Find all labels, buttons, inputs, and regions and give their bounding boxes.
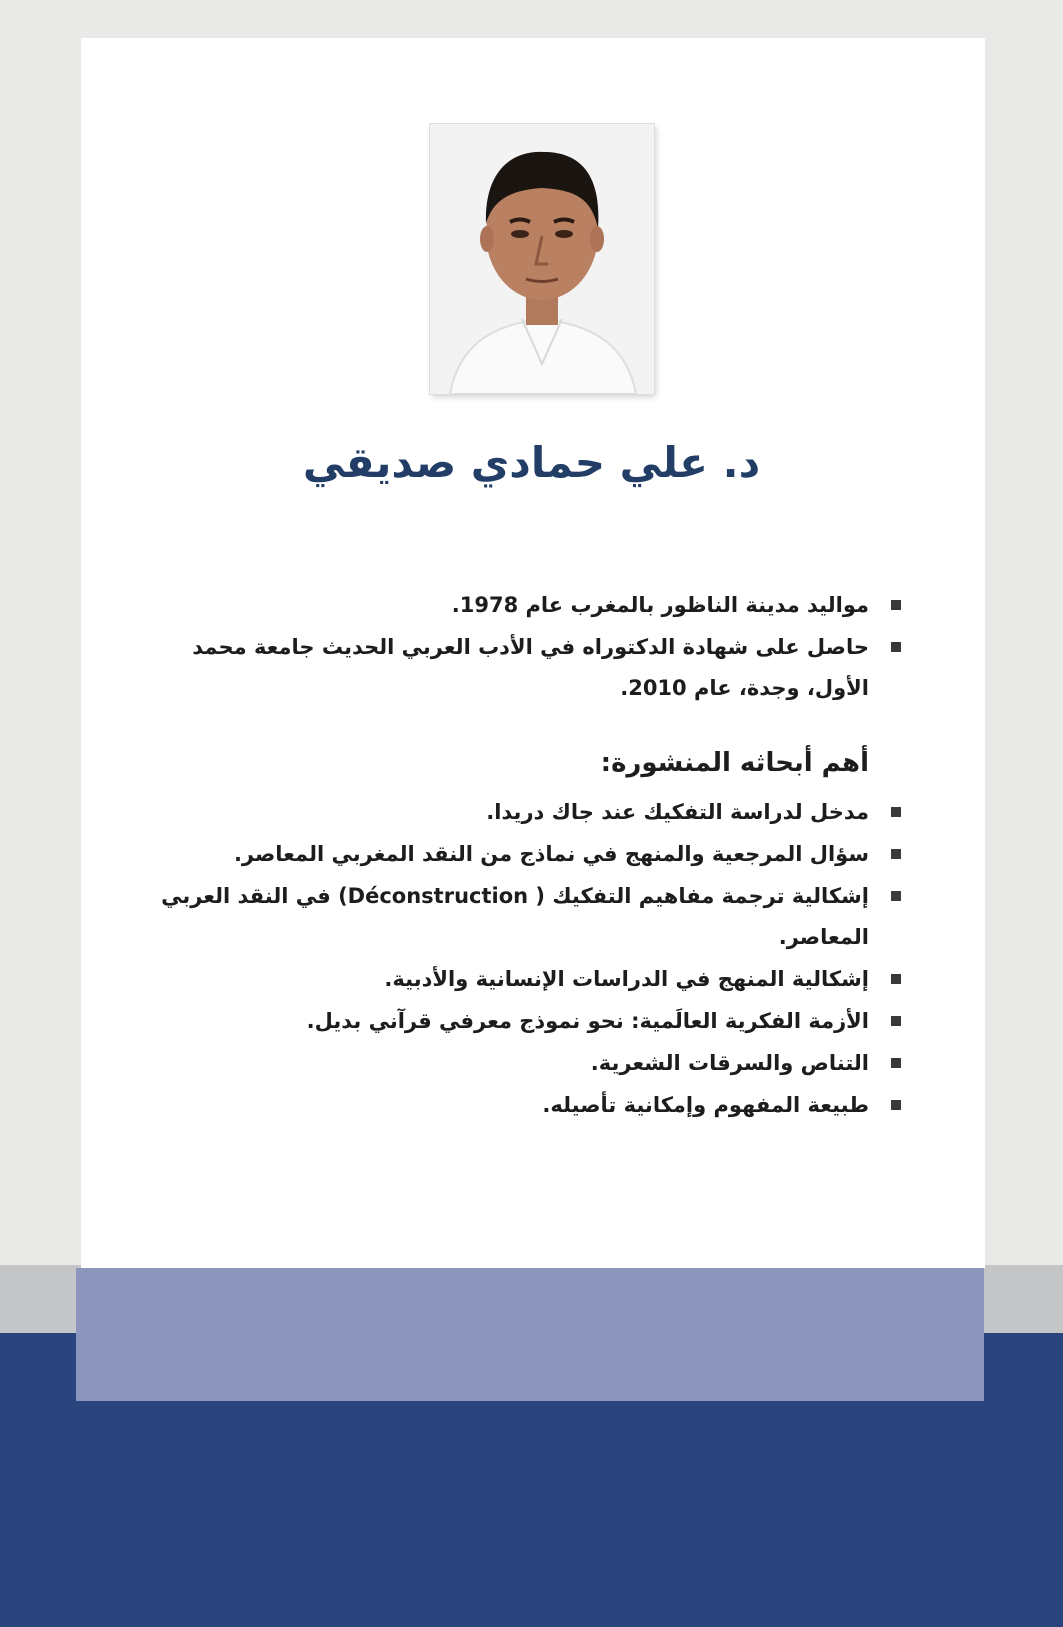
- author-name: د. علي حمادي صديقي: [302, 438, 761, 487]
- publications-heading: أهم أبحاثه المنشورة:: [600, 748, 869, 778]
- list-item: سؤال المرجعية والمنهج في نماذج من النقد المغربي المعاصر.: [150, 834, 901, 875]
- list-item: إشكالية ترجمة مفاهيم التفكيك ( Déconstruction) في النقد العربي المعاصر.: [150, 876, 901, 958]
- list-item: مدخل لدراسة التفكيك عند جاك دريدا.: [150, 792, 901, 833]
- publications-list: [150, 792, 901, 1126]
- square-bullet-icon: [891, 891, 901, 901]
- list-item: إشكالية المنهج في الدراسات الإنسانية والأدبية.: [150, 959, 901, 1000]
- list-item: الأزمة الفكرية العالَمية: نحو نموذج معرفي قرآني بديل.: [150, 1001, 901, 1042]
- square-bullet-icon: [891, 1016, 901, 1026]
- publications-section: [150, 792, 901, 1127]
- author-portrait-icon: [430, 124, 654, 394]
- square-bullet-icon: [891, 849, 901, 859]
- square-bullet-icon: [891, 600, 901, 610]
- bio-list: [150, 585, 901, 709]
- panel-overlay-tint: [76, 1268, 984, 1401]
- square-bullet-icon: [891, 807, 901, 817]
- author-photo: [430, 124, 654, 394]
- list-item: مواليد مدينة الناظور بالمغرب عام 1978.: [150, 585, 901, 626]
- list-item: التناص والسرقات الشعرية.: [150, 1043, 901, 1084]
- list-item: طبيعة المفهوم وإمكانية تأصيله.: [150, 1085, 901, 1126]
- square-bullet-icon: [891, 642, 901, 652]
- square-bullet-icon: [891, 974, 901, 984]
- square-bullet-icon: [891, 1100, 901, 1110]
- list-item: حاصل على شهادة الدكتوراه في الأدب العربي الحديث جامعة محمد الأول، وجدة، عام 2010.: [150, 627, 901, 709]
- bio-section: [150, 585, 901, 710]
- square-bullet-icon: [891, 1058, 901, 1068]
